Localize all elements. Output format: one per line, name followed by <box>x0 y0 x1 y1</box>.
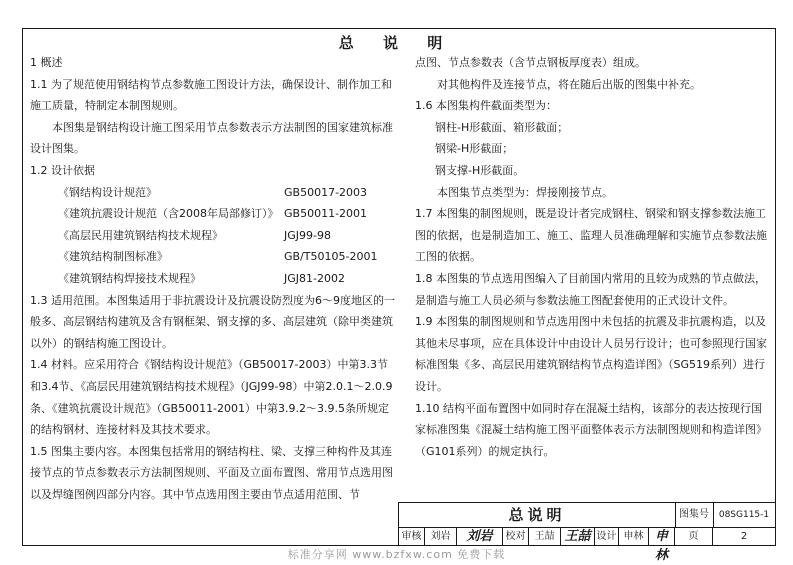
document-title: 总 说 明 <box>338 34 455 52</box>
atlas-number: 08SG115-1 <box>718 510 770 520</box>
reference-code: GB50011-2001 <box>284 207 368 221</box>
section-1-heading: 1 概述 <box>30 56 63 69</box>
reviewer-signature: 刘岩 <box>457 527 503 546</box>
reference-code: JGJ81-2002 <box>284 271 345 285</box>
reference-row <box>30 225 398 247</box>
atlas-number-label: 图集号 <box>675 503 714 527</box>
checker-signature: 王喆 <box>561 527 595 546</box>
reference-name: 《建筑结构制图标准》 <box>58 250 168 264</box>
section-1-1-description: 本图集是钢结构设计施工图采用节点参数表示方法制图的国家建筑标准设计图集。 <box>30 120 393 156</box>
section-1-6: 1.6 本图集构件截面类型为： <box>415 99 557 113</box>
drawing-name: 总说明 <box>399 503 676 527</box>
reference-name: 《建筑抗震设计规范（含2008年局部修订）》 <box>58 207 279 221</box>
check-label: 校对 <box>503 527 529 546</box>
section-1-9: 1.9 本图集的制图规则和节点选用图中未包括的抗震及非抗震构造，以及其他未尽事项，应在具体设计中由设计人员另行设计；也可参照现行国家标准图集《多、高层民用建筑钢结构节点构造详图》（SG519系列）进行设计。 <box>415 315 767 393</box>
reference-row <box>30 182 398 204</box>
section-type-item: 钢梁-H形截面； <box>435 142 514 156</box>
reference-code: GB50017-2003 <box>284 185 368 199</box>
reference-row <box>30 268 398 290</box>
section-1-2-heading: 1.2 设计依据 <box>30 163 95 177</box>
left-column <box>30 52 398 505</box>
reference-name: 《建筑钢结构焊接技术规程》 <box>58 271 201 285</box>
section-1-5: 1.5 图集主要内容。本图集包括常用的钢结构柱、梁、支撑三种构件及其连接节点的节点参数表示方法制图规则、平面及立面布置图、常用节点选用图以及焊缝图例四部分内容。其中节点选用图主要由节点适用范围、节 <box>30 444 393 501</box>
reference-name: 《钢结构设计规范》 <box>58 185 157 199</box>
reference-code: GB/T50105-2001 <box>284 250 378 264</box>
review-label: 审核 <box>399 527 425 546</box>
section-1-1: 1.1 为了规范使用钢结构节点参数施工图设计方法，确保设计、制作加工和施工质量，特制定本制图规则。 <box>30 77 392 113</box>
reference-row <box>30 246 398 268</box>
reviewer-name: 刘岩 <box>425 527 457 546</box>
section-1-4: 1.4 材料。应采用符合《钢结构设计规范》（GB50017-2003）中第3.3节和3.4节、《高层民用建筑钢结构技术规程》（JGJ99-98）中第2.0.1～2.0.9条、《建筑抗震设计规范》（GB50011-2001）中第3.9.2～3.9.5条所规定的结构钢材、连接材料及其技术要求。 <box>30 358 393 437</box>
design-label: 设计 <box>595 527 619 546</box>
section-type-item: 钢支撑-H形截面。 <box>435 163 525 177</box>
reference-code: JGJ99-98 <box>284 228 331 242</box>
checker-name: 王喆 <box>529 527 561 546</box>
node-type-note: 本图集节点类型为：焊接刚接节点。 <box>437 185 613 199</box>
section-1-7: 1.7 本图集的制图规则，既是设计者完成钢柱、钢梁和钢支撑参数法施工图的依据，也是制造加工、施工、监理人员准确理解和实施节点参数法施工图的依据。 <box>415 207 767 264</box>
title-block-bottom-row <box>399 527 776 563</box>
watermark: 标准分享网 www.bzfxw.com 免费下载 <box>287 548 506 561</box>
title-block <box>398 502 776 563</box>
page-number: 2 <box>740 531 748 542</box>
section-1-8: 1.8 本图集的节点选用图编入了目前国内常用的且较为成熟的节点做法，是制造与施工人员必须与参数法施工图配套使用的正式设计文件。 <box>415 271 766 307</box>
page-label: 页 <box>675 527 713 546</box>
section-1-10: 1.10 结构平面布置图中如同时存在混凝土结构，该部分的表达按现行国家标准图集《混凝土结构施工图平面整体表示方法制图规则和构造详图》（G101系列）的规定执行。 <box>415 401 767 458</box>
reference-row <box>30 203 398 225</box>
right-column <box>415 52 770 462</box>
reference-name: 《高层民用建筑钢结构技术规程》 <box>58 228 223 242</box>
designer-name: 申林 <box>619 527 649 546</box>
supplement-note: 对其他构件及连接节点，将在随后出版的图集中补充。 <box>437 77 701 91</box>
title-block-top-row <box>399 503 776 528</box>
section-1-5-continued: 点图、节点参数表（含节点钢板厚度表）组成。 <box>415 56 646 69</box>
section-type-item: 钢柱-H形截面、箱形截面； <box>435 120 569 134</box>
section-1-3: 1.3 适用范围。本图集适用于非抗震设计及抗震设防烈度为6～9度地区的一般多、高层钢结构建筑及含有钢框架、钢支撑的多、高层建筑（除甲类建筑以外）的钢结构施工图设计。 <box>30 293 395 350</box>
designer-signature: 申林 <box>649 527 675 546</box>
